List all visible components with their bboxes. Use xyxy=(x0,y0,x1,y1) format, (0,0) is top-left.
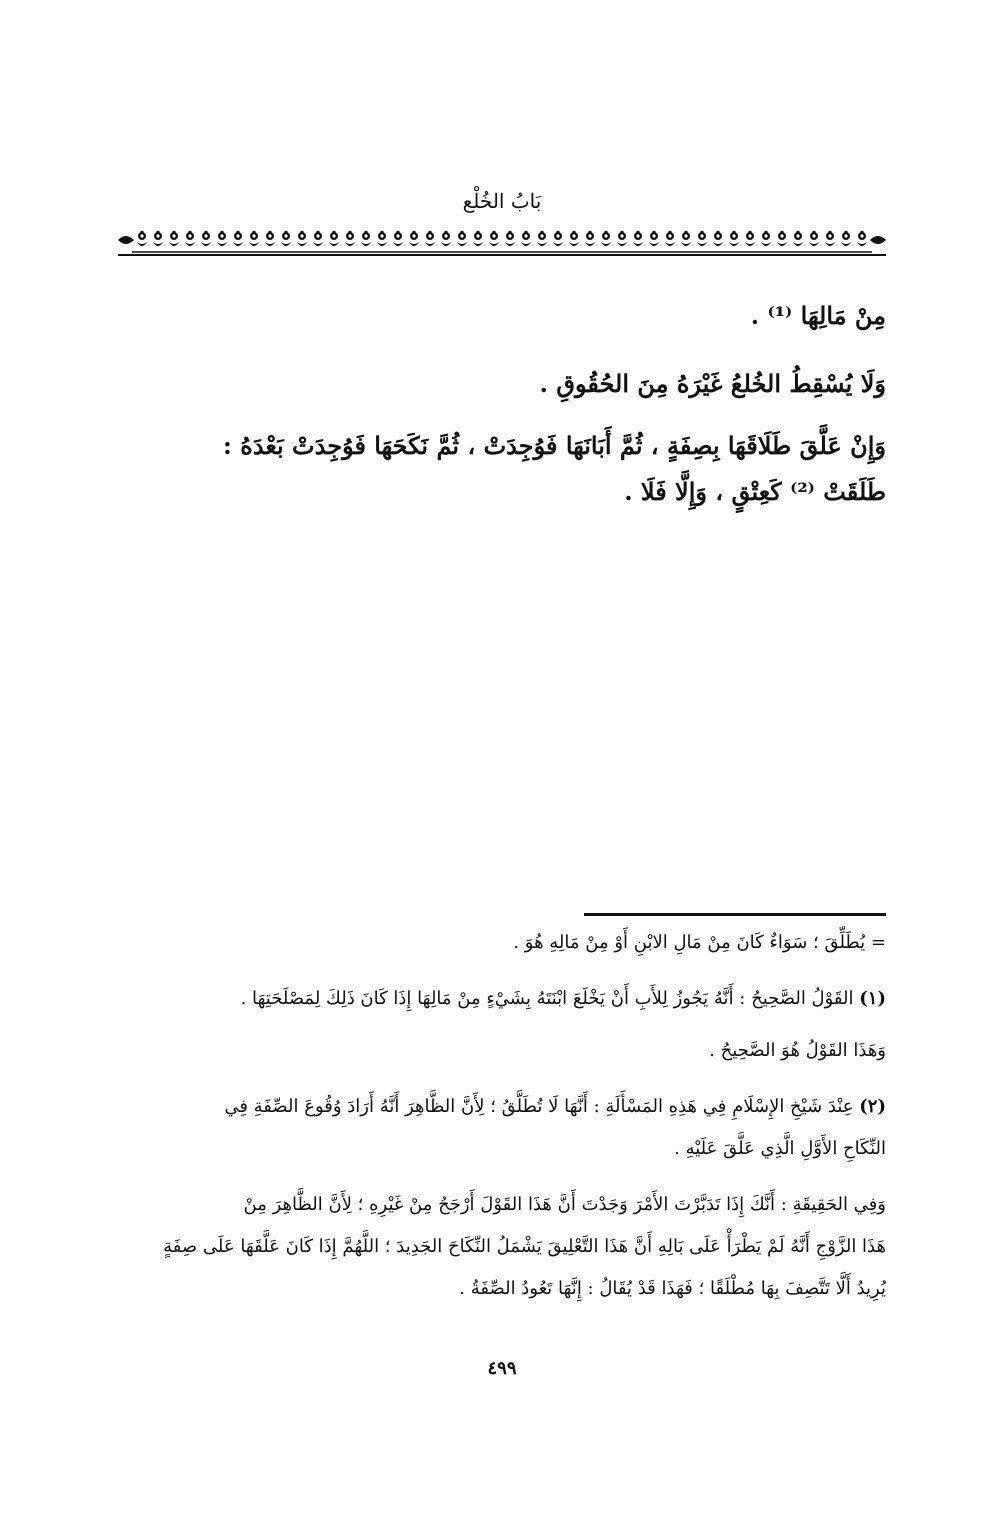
footnotes xyxy=(118,928,886,1328)
footnote-number: (٢) xyxy=(859,1096,886,1117)
page-number: ٤٩٩ xyxy=(487,1358,517,1379)
footnote-text: عِنْدَ شَيْخِ الإِسْلَامِ فِي هَذِهِ المَسْأَلَةِ : أَنَّهَا لَا تُطَلَّقُ ؛ لِأَنَّ الظَّاهِرَ أَنَّهُ أَرَادَ وُقُوعَ الصِّفَةِ فِي xyxy=(224,1096,854,1117)
footnote-line: وَهَذَا القَوْلُ هُوَ الصَّحِيحُ . xyxy=(709,1040,886,1061)
chapter-title: بَابُ الخُلْع xyxy=(462,189,542,213)
footnote-paragraph: يُرِيدُ أَلَّا تَتَّصِفَ بِهَا مُطْلَقًا ؛ فَهَذَا قَدْ يُقَالُ : إِنَّهَا تَعُودُ الصِّفَةُ . xyxy=(459,1278,886,1299)
text-line: وَلَا يُسْقِطُ الخُلعُ غَيْرَهُ مِنَ الحُقُوقِ . xyxy=(539,369,886,398)
text-line: طَلَقَتْ ⁽²⁾ كَعِتْقٍ ، وَإِلَّا فَلَا . xyxy=(624,477,886,506)
ornamental-border xyxy=(118,228,886,256)
main-text xyxy=(118,296,886,526)
footnote-separator xyxy=(584,913,886,916)
text-line: مِنْ مَالِهَا ⁽¹⁾ . xyxy=(750,301,886,330)
footnote-paragraph: وَفِي الحَقِيقَةِ : أَنَّكَ إِذَا تَدَبَّرْتَ الأَمْرَ وَجَدْتَ أَنَّ هَذَا القَوْلَ أَرْجَحُ مِنْ غَيْرِهِ ؛ لِأَنَّ الظَّاهِرَ مِنْ xyxy=(243,1194,886,1215)
footnote-1 xyxy=(118,984,922,1014)
page-header xyxy=(118,186,886,216)
footnote-paragraph: هَذَا الزَّوْجِ أَنَّهُ لَمْ يَطْرَأْ عَلَى بَالِهِ أَنَّ هَذَا التَّعْلِيقَ يَشْمَلُ النِّكَاحَ الجَدِيدَ ؛ اللَّهُمَّ إِذَا كَانَ عَلَّقَهَا عَلَى صِفَةٍ xyxy=(163,1236,886,1257)
footnote-continuation: = يُطَلِّقَ ؛ سَوَاءٌ كَانَ مِنْ مَالِ الابْنِ أَوْ مِنْ مَالِهِ هُوَ . xyxy=(513,932,886,953)
text-line: وَإِنْ عَلَّقَ طَلَاقَهَا بِصِفَةٍ ، ثُمَّ أَبَانَهَا فَوُجِدَتْ ، ثُمَّ نَكَحَهَا فَوُجِدَتْ بَعْدَهُ : xyxy=(223,431,886,460)
footnote-number: (١) xyxy=(859,988,886,1009)
footnote-line: النِّكَاحِ الأَوَّلِ الَّذِي عَلَّقَ عَلَيْهِ . xyxy=(674,1138,886,1159)
footnote-2 xyxy=(118,1092,922,1122)
footnote-text: القَوْلُ الصَّحِيحُ : أَنَّهُ يَجُوزُ لِلأَبِ أَنْ يَخْلَعَ ابْنَتَهُ بِشَيْءٍ مِنْ مَالِهَا إِذَا كَانَ ذَلِكَ لِمَصْلَحَتِهَا . xyxy=(240,988,854,1009)
